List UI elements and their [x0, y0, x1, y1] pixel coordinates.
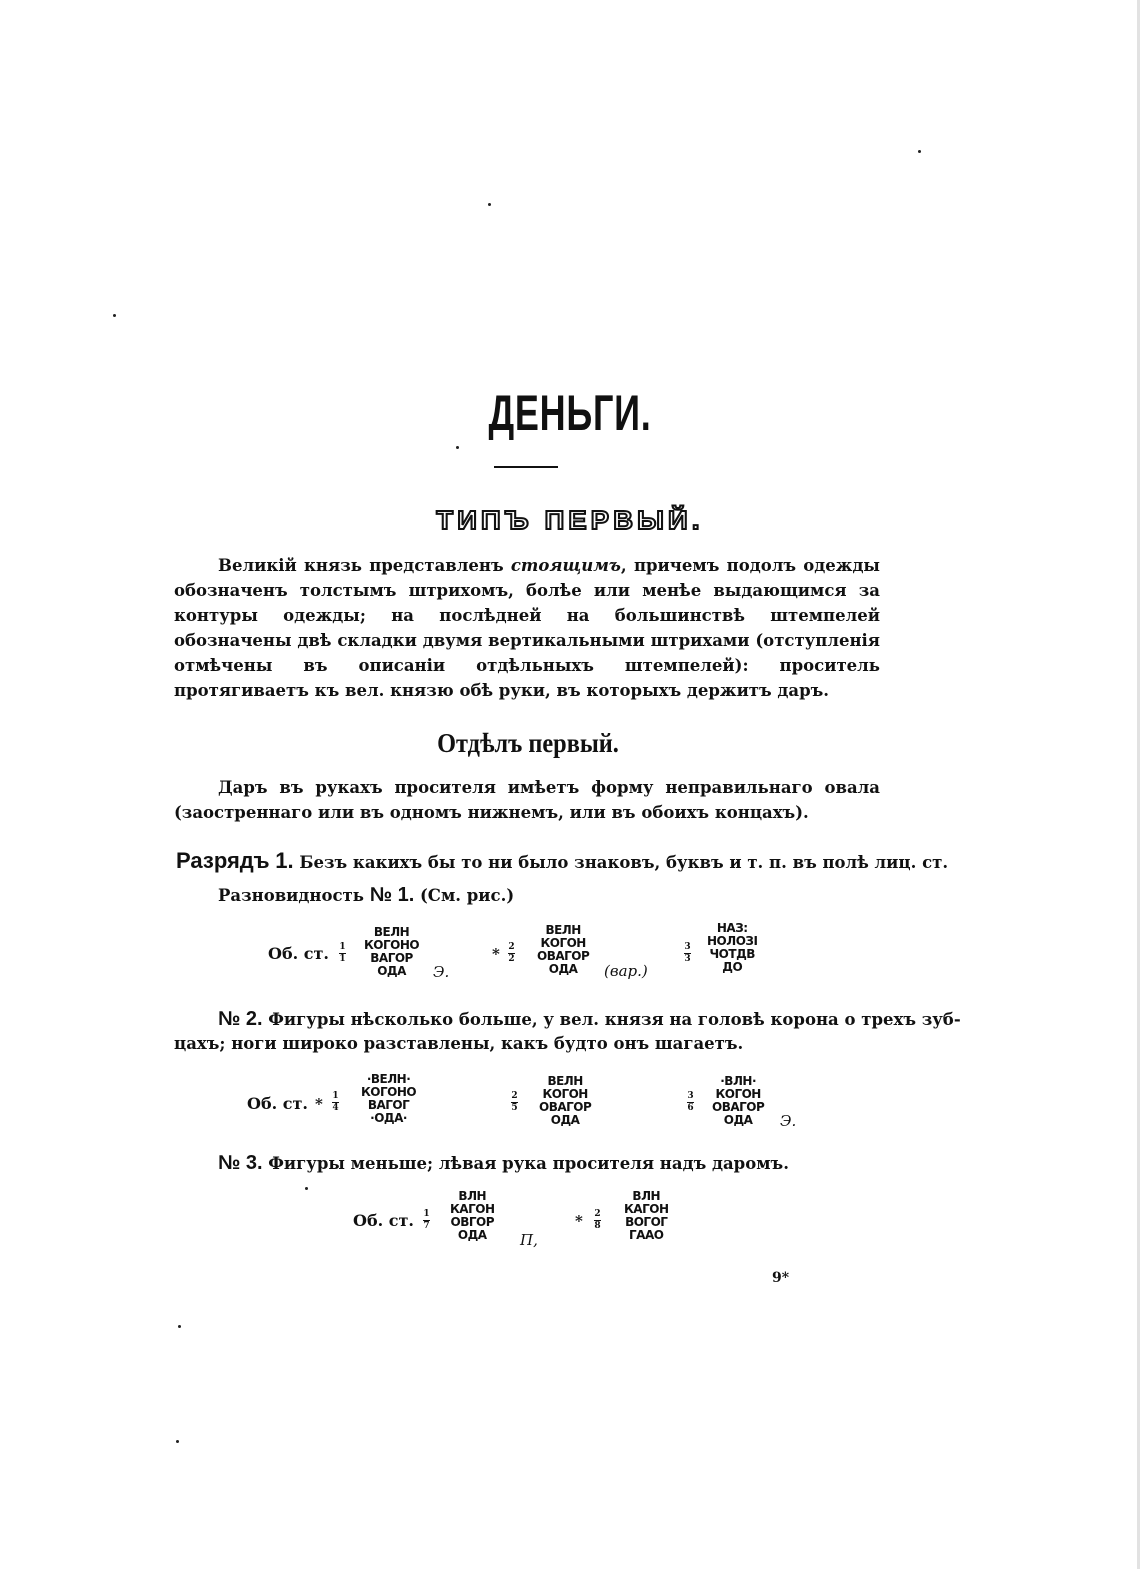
coin-legend: НАЗ: НОЛОЗІ ЧОТДВ ДО — [707, 921, 758, 974]
n3-text: Фигуры меньше; лѣвая рука просителя надъ даромъ. — [268, 1154, 789, 1173]
coin-legend: ·ВЕЛН· КОГОНО ВАГОГ ·ОДА· — [361, 1072, 417, 1125]
row2-item3-fraction: 3 6 — [687, 1091, 694, 1113]
row2-label: Об. ст. — [247, 1094, 308, 1113]
n2-line2: цахъ; ноги широко разставлены, какъ будто онъ шагаетъ. — [174, 1034, 744, 1053]
coin-legend: ВЛН КАГОН ОВГОР ОДА — [450, 1189, 495, 1242]
coin-legend: ·ВЛН· КОГОН ОВАГОР ОДА — [712, 1074, 765, 1127]
intro-text-rest: , причемъ подолъ одежды обозначенъ толстымъ штрихомъ, болѣе или менѣе выдающимся за контуры одежды; на послѣдней на большинствѣ штемпелей обозначены двѣ складки двумя вертикальными штрихами (отступленія отмѣчены въ описаніи отдѣльныхъ штемпелей): проситель протягиваетъ къ вел. князю обѣ руки, въ которыхъ держитъ даръ. — [174, 556, 880, 700]
row2-item1-star: * — [315, 1095, 323, 1113]
coin-legend: ВЕЛН КОГОН ОВАГОР ОДА — [539, 1074, 592, 1127]
n2-number: № 2. — [218, 1008, 263, 1030]
variety-suffix: (См. рис.) — [420, 886, 515, 905]
section-heading: Отдѣлъ первый. — [437, 728, 619, 758]
row2-item2-fraction: 2 5 — [511, 1091, 518, 1113]
type-heading: ТИПЪ ПЕРВЫЙ. — [436, 505, 704, 535]
row3-item1-mark: П, — [520, 1231, 538, 1249]
scan-speck — [918, 150, 921, 153]
row2-item1-fraction: 1 4 — [332, 1091, 339, 1113]
coin-legend: ВЛН КАГОН ВОГОГ ГААО — [624, 1189, 669, 1242]
n2-line1 — [218, 1008, 961, 1031]
title-rule — [494, 466, 558, 468]
row1-item1-mark: Э. — [433, 963, 450, 981]
coin-legend: ВЕЛН КОГОН ОВАГОР ОДА — [537, 923, 590, 976]
razryad-line — [176, 848, 948, 874]
row1-item1-fraction: 1 1 — [339, 942, 346, 964]
page-number: 9* — [772, 1270, 790, 1286]
variety-line — [218, 884, 514, 907]
coin-legend: ВЕЛН КОГОНО ВАГОР ОДА — [364, 925, 420, 978]
section-paragraph: Даръ въ рукахъ просителя имѣетъ форму неправильнаго овала (заостреннаго или въ одномъ нижнемъ, или въ обоихъ концахъ). — [174, 778, 880, 822]
row1-item2-star: * — [492, 945, 500, 963]
n2-text-1: Фигуры нѣсколько больше, у вел. князя на головѣ корона о трехъ зуб- — [268, 1010, 961, 1029]
n3-line — [218, 1152, 789, 1175]
variety-number: № 1. — [369, 884, 415, 906]
razryad-number: 1. — [275, 848, 294, 873]
intro-text: Великій князь представленъ — [218, 556, 511, 575]
n3-number: № 3. — [218, 1152, 263, 1174]
row1-label: Об. ст. — [268, 944, 329, 963]
scan-speck — [176, 1440, 179, 1443]
row3-item1-fraction: 1 7 — [423, 1209, 430, 1231]
intro-paragraph — [174, 553, 880, 703]
intro-italic: стоящимъ — [510, 556, 621, 575]
row3-item2-star: * — [575, 1212, 583, 1230]
razryad-label: Разрядъ — [176, 848, 270, 873]
row3-item2-fraction: 2 8 — [594, 1209, 601, 1231]
row1-item2-mark: (вар.) — [604, 962, 648, 980]
razryad-text: Безъ какихъ бы то ни было знаковъ, буквъ и т. п. въ полѣ лиц. ст. — [299, 853, 949, 872]
row2-item3-mark: Э. — [780, 1112, 797, 1130]
row3-label: Об. ст. — [353, 1211, 414, 1230]
scan-speck — [113, 314, 116, 317]
row1-item2-fraction: 2 2 — [508, 942, 515, 964]
scan-speck — [305, 1187, 308, 1190]
variety-prefix: Разновидность — [218, 886, 364, 905]
page-title: ДЕНЬГИ. — [488, 385, 652, 441]
scan-speck — [178, 1325, 181, 1328]
scan-speck — [488, 203, 491, 206]
scan-speck — [456, 446, 459, 449]
row1-item3-fraction: 3 3 — [684, 942, 691, 964]
